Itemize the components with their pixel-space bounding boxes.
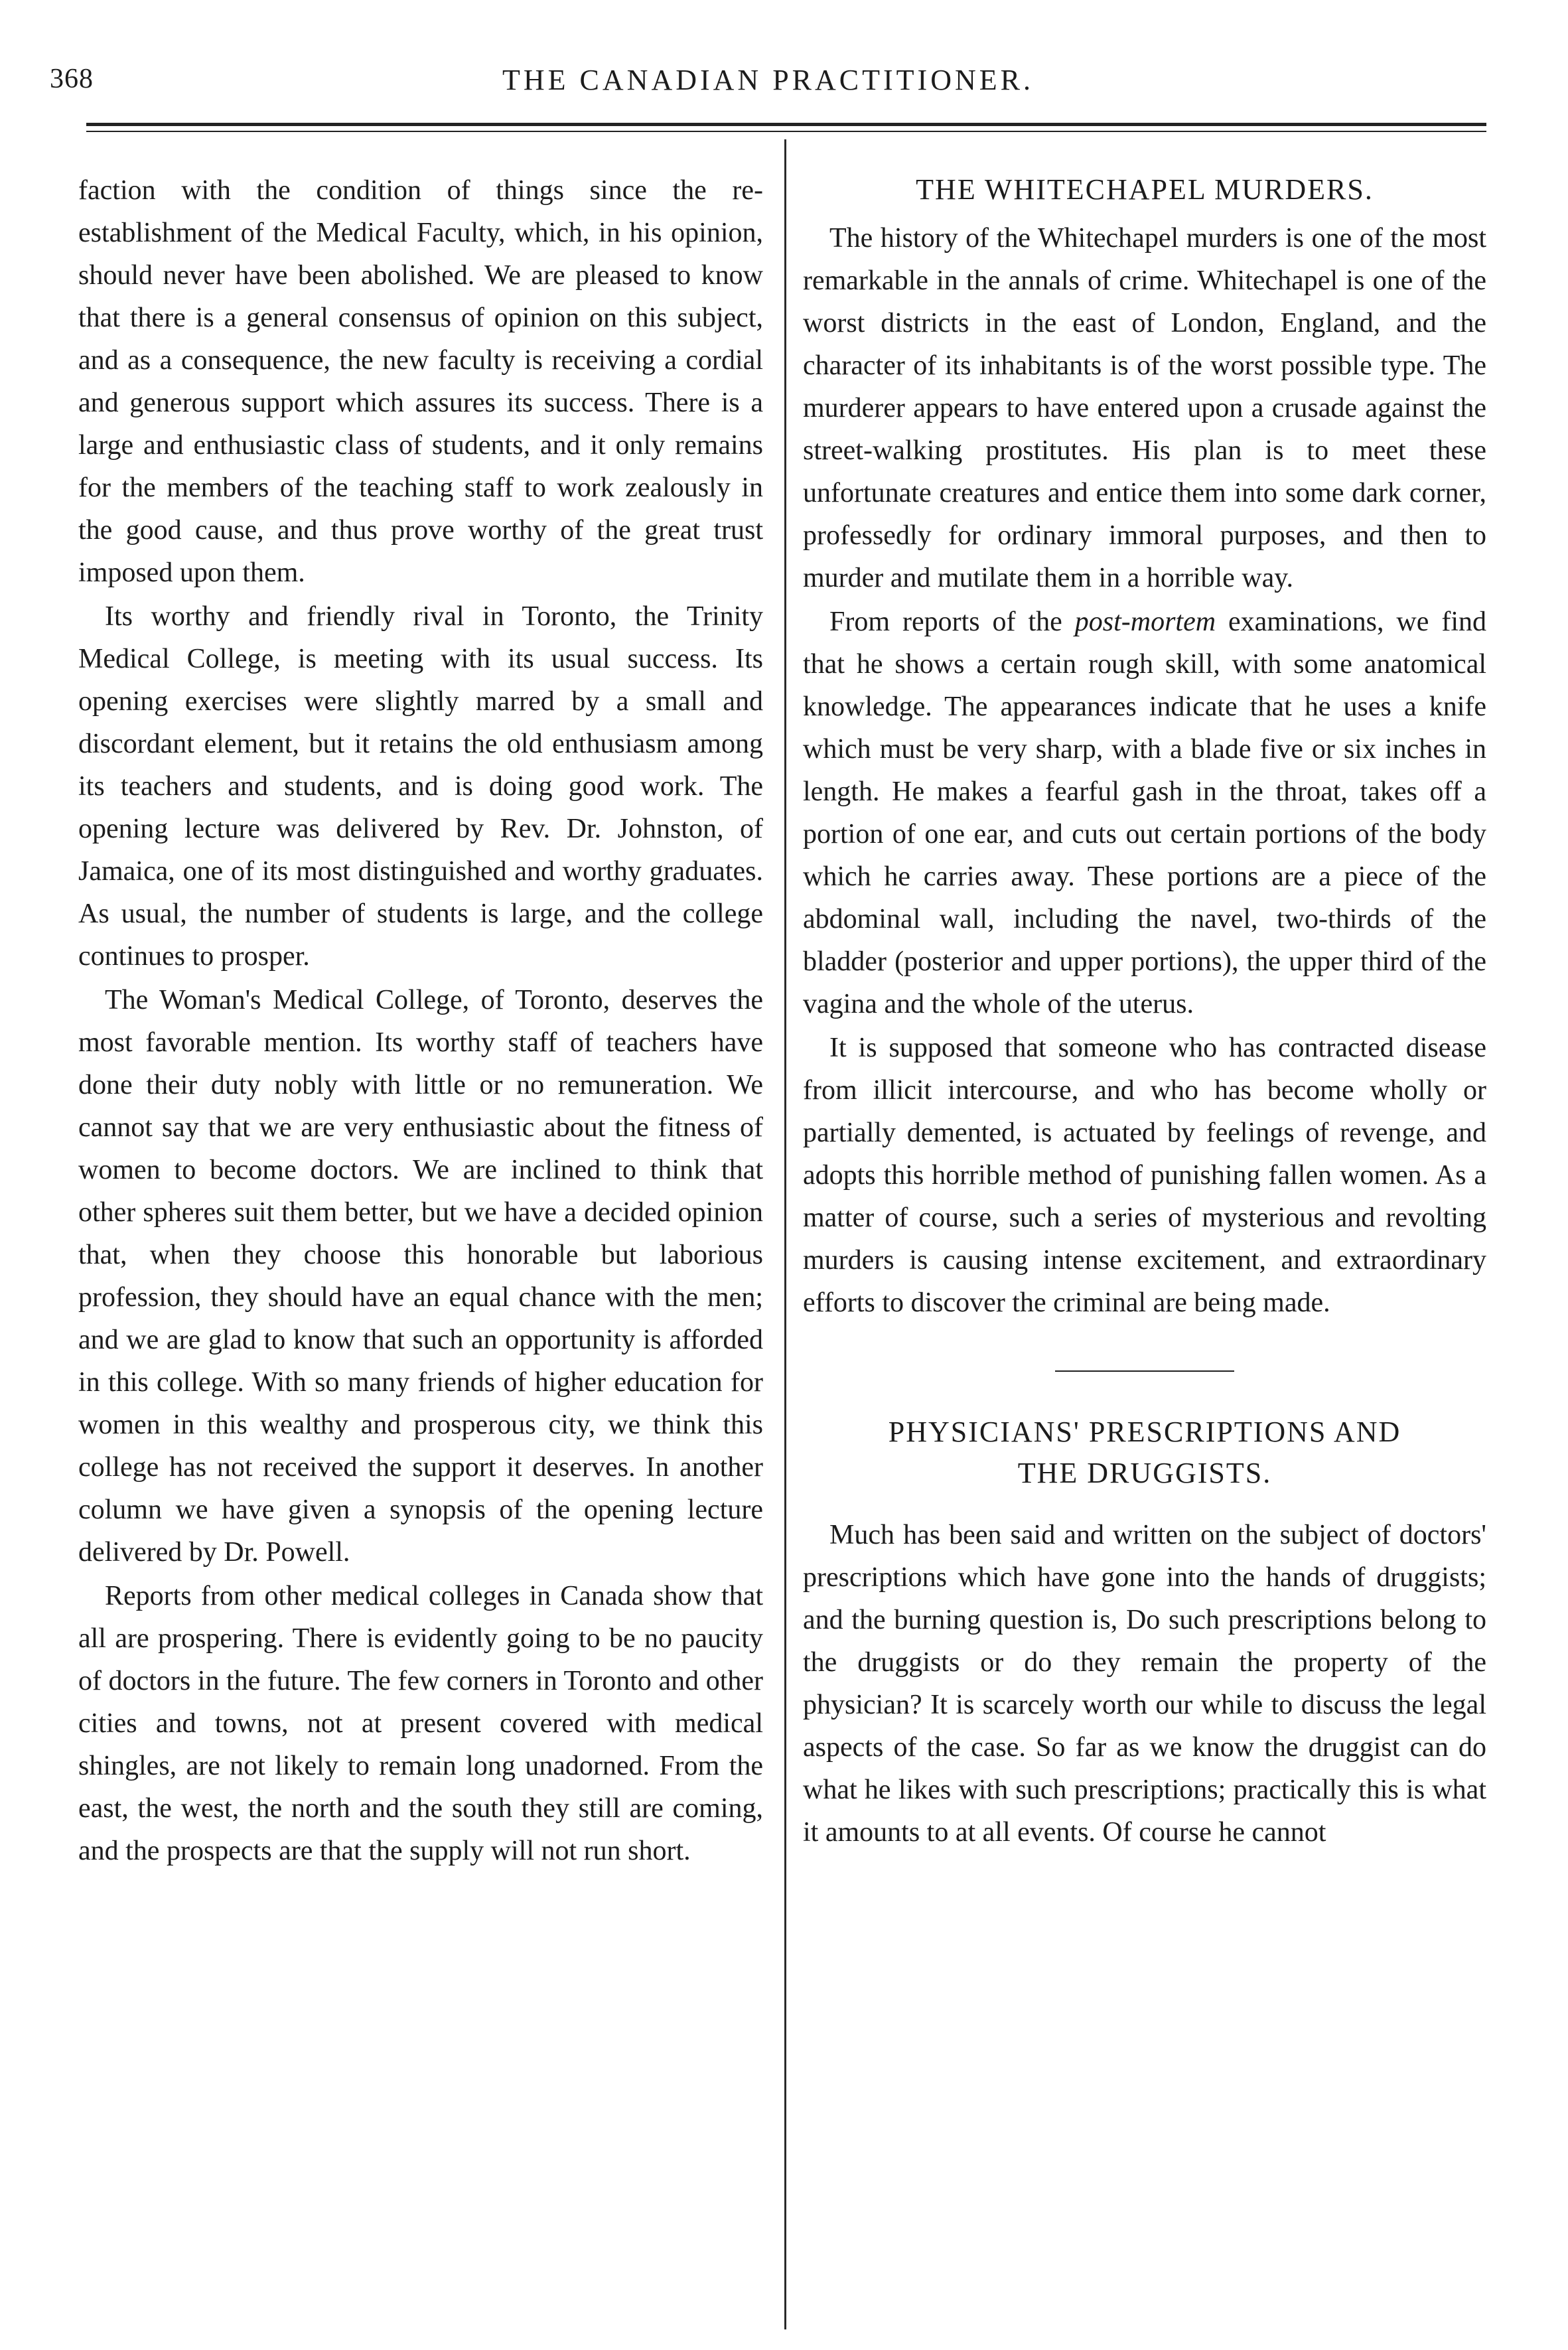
running-head xyxy=(50,63,1486,110)
left-column xyxy=(78,169,763,1873)
heading-line: THE DRUGGISTS. xyxy=(1017,1457,1272,1489)
heading-line: PHYSICIANS' PRESCRIPTIONS AND xyxy=(888,1416,1401,1448)
italic-term: post-mortem xyxy=(1074,607,1216,637)
page-number: 368 xyxy=(50,64,94,94)
right-column xyxy=(803,169,1486,1855)
paragraph-rest: examinations, we find that he shows a certain rough skill, with some anatomical knowledge. The appearances indicate that he uses a knife which must be very sharp, with a blade five or six inches in length. He makes a fearful gash in the throat, takes off a portion of one ear, and cuts out certain portions of the body which he carries away. These portions are a piece of the abdominal wall, including the navel, two-thirds of the bladder (posterior and upper portions), the upper third of the vagina and the whole of the uterus. xyxy=(803,607,1486,1019)
article-paragraph xyxy=(803,601,1486,1025)
article-heading-whitechapel: THE WHITECHAPEL MURDERS. xyxy=(916,173,1374,206)
header-rule-thin xyxy=(86,131,1486,132)
column-divider xyxy=(784,139,786,2329)
left-paragraph: faction with the condition of things since the re-establishment of the Medical Faculty, which, in his opinion, should never have been abolished. We are pleased to know that there is a general consensus of opinion on this subject, and as a consequence, the new faculty is receiving a cordial and generous support which assures its success. There is a large and enthusiastic class of students, and it only remains for the members of the teaching staff to work zealously in the good cause, and thus prove worthy of the great trust imposed upon them. xyxy=(78,175,763,588)
article-heading-prescriptions xyxy=(803,1412,1486,1494)
left-paragraph: Its worthy and friendly rival in Toronto, the Trinity Medical College, is meeting with its usual success. Its opening exercises were slightly marred by a small and discordant element, but it retains the old enthusiasm among its teachers and students, and is doing good work. The opening lecture was delivered by Rev. Dr. Johnston, of Jamaica, one of its most distinguished and worthy graduates. As usual, the number of students is large, and the college continues to prosper. xyxy=(78,601,763,972)
article-paragraph: Much has been said and written on the subject of doctors' prescriptions which have gone into the hands of druggists; and the burning question is, Do such prescriptions belong to the druggists or do they remain the property of the physician? It is scarcely worth our while to discuss the legal aspects of the case. So far as we know the druggist can do what he likes with such prescriptions; practically this is what it amounts to at all events. Of course he cannot xyxy=(803,1520,1486,1848)
article-paragraph: It is supposed that someone who has contracted disease from illicit intercourse, and who has become wholly or partially demented, is actuated by feelings of revenge, and adopts this horrible method of punishing fallen women. As a matter of course, such a series of mysterious and revolting murders is causing intense excitement, and extraordinary efforts to discover the criminal are being made. xyxy=(803,1033,1486,1318)
left-paragraph: Reports from other medical colleges in Canada show that all are prospering. There is evidently going to be no paucity of doctors in the future. The few corners in Toronto and other cities and towns, not at present covered with medical shingles, are not likely to remain long unadorned. From the east, the west, the north and the south they still are coming, and the prospects are that the supply will not run short. xyxy=(78,1581,763,1866)
article-paragraph: The history of the Whitechapel murders is one of the most remarkable in the annals of crime. Whitechapel is one of the worst districts in the east of London, England, and the character of its inhabitants is of the worst possible type. The murderer appears to have entered upon a crusade against the street-walking prostitutes. His plan is to meet these unfortunate creatures and entice them into some dark corner, professedly for ordinary immoral purposes, and then to murder and mutilate them in a horrible way. xyxy=(803,223,1486,593)
section-divider xyxy=(1055,1370,1234,1372)
paragraph-lead: From reports of the xyxy=(829,607,1075,637)
journal-title: THE CANADIAN PRACTITIONER. xyxy=(502,64,1034,96)
header-rule-thick xyxy=(86,123,1486,126)
left-paragraph: The Woman's Medical College, of Toronto, deserves the most favorable mention. Its worthy staff of teachers have done their duty nobly with little or no remuneration. We cannot say that we are very enthusiastic about the fitness of women to become doctors. We are inclined to think that other spheres suit them better, but we have a decided opinion that, when they choose this honorable but laborious profession, they should have an equal chance with the men; and we are glad to know that such an opportunity is afforded in this college. With so many friends of higher education for women in this wealthy and prosperous city, we think this college has not received the support it deserves. In another column we have given a synopsis of the opening lecture delivered by Dr. Powell. xyxy=(78,985,763,1568)
